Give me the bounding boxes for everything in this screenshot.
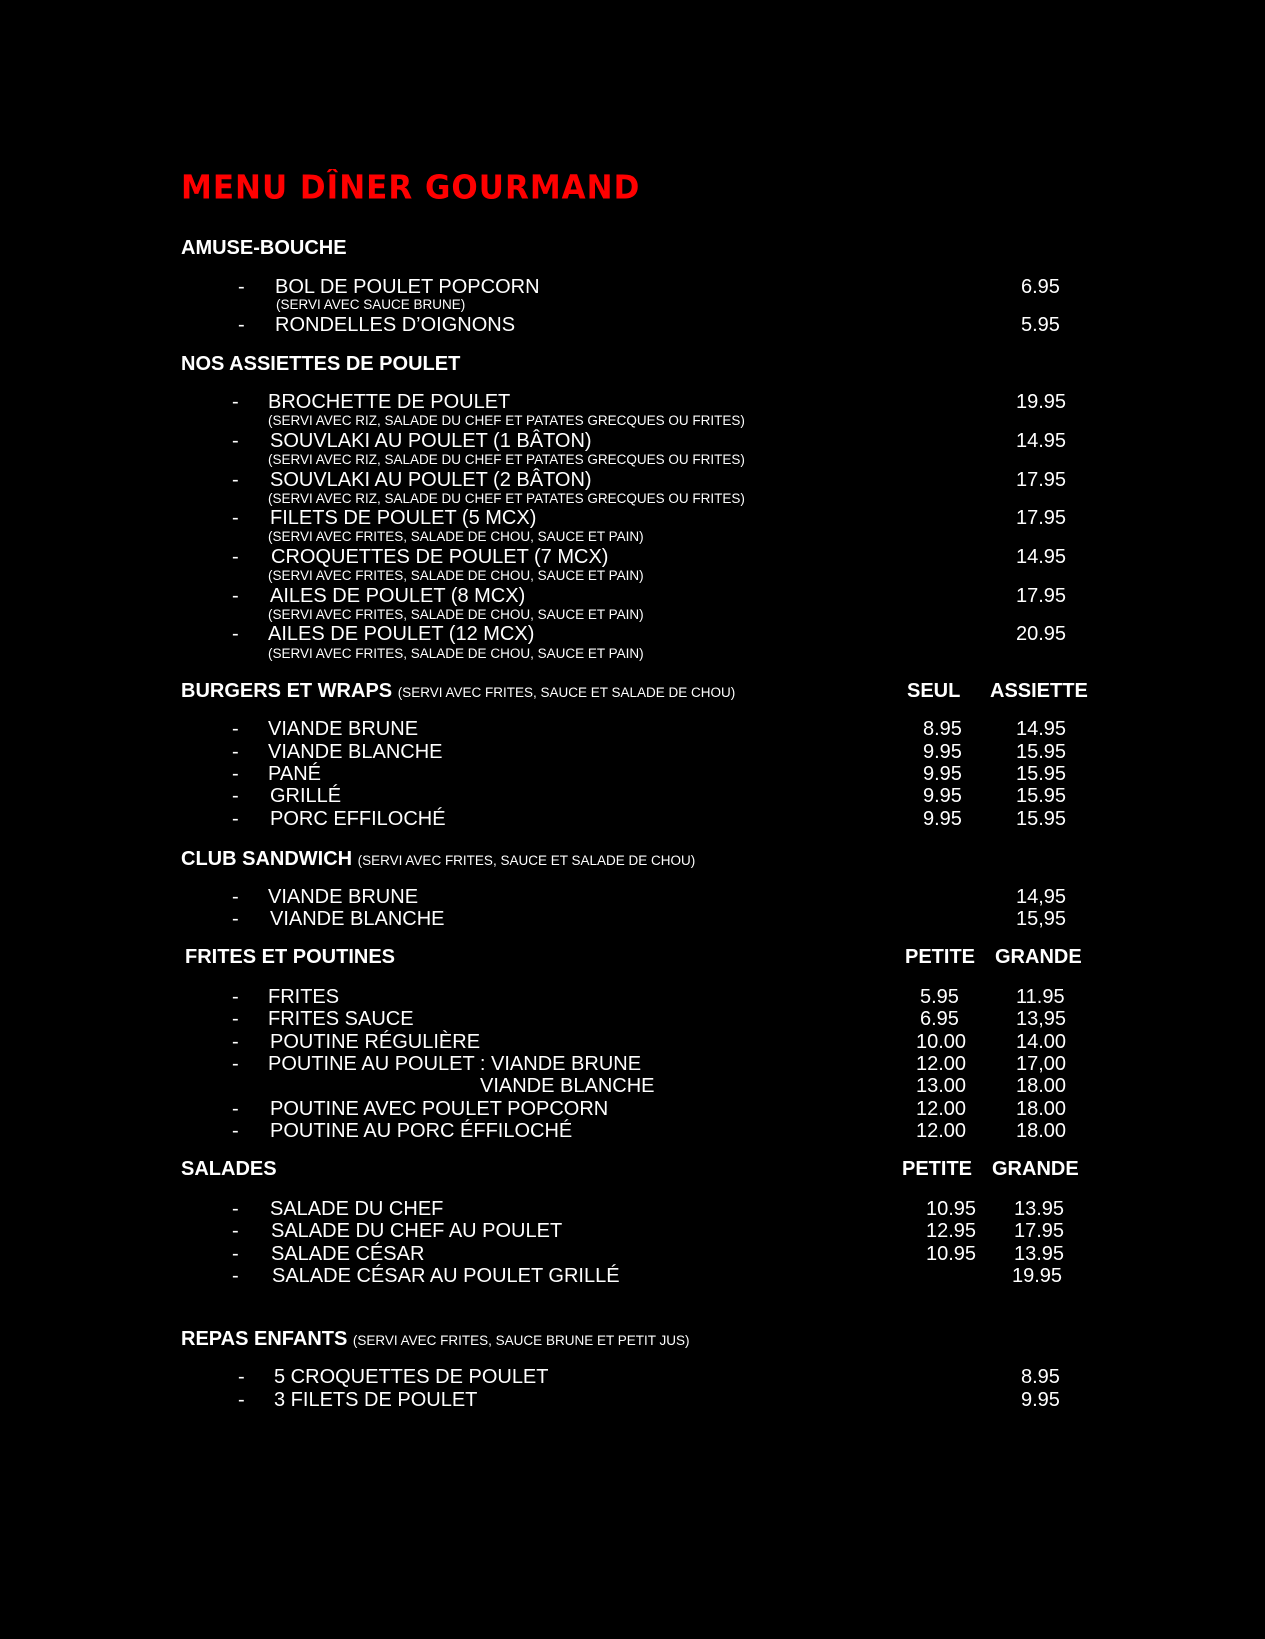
menu-item-price-assiette: 15.95 (1016, 763, 1067, 785)
menu-item-price-petite: 10.95 (926, 1243, 977, 1265)
menu-item-name: VIANDE BRUNE (268, 718, 419, 740)
bullet-dash: - (232, 908, 239, 930)
menu-item-price: 9.95 (1021, 1389, 1060, 1411)
bullet-dash: - (232, 1265, 239, 1287)
section-heading-frites: FRITES ET POUTINES (185, 946, 396, 968)
column-header-petite: PETITE (905, 946, 976, 968)
menu-item-name: SALADE DU CHEF (270, 1198, 444, 1220)
bullet-dash: - (232, 886, 239, 908)
menu-item-name: SALADE DU CHEF AU POULET (271, 1220, 563, 1242)
menu-item-name: VIANDE BRUNE (268, 886, 419, 908)
menu-title: MENU DÎNER GOURMAND (181, 169, 641, 207)
bullet-dash: - (232, 507, 239, 529)
menu-item-price: 6.95 (1021, 276, 1060, 298)
section-heading-note: (SERVI AVEC FRITES, SAUCE ET SALADE DE CHOU) (397, 685, 736, 700)
bullet-dash: - (232, 430, 239, 452)
menu-item-price-seul: 9.95 (923, 763, 962, 785)
menu-item-name: FRITES SAUCE (268, 1008, 414, 1030)
menu-item-name: BROCHETTE DE POULET (268, 391, 511, 413)
section-heading-club (181, 847, 695, 873)
menu-item-name: POUTINE AU POULET : VIANDE BRUNE (268, 1053, 642, 1075)
menu-item-note: (SERVI AVEC FRITES, SALADE DE CHOU, SAUCE ET PAIN) (268, 646, 644, 661)
menu-item-price-assiette: 15.95 (1016, 785, 1067, 807)
menu-item-price: 17.95 (1016, 507, 1067, 529)
bullet-dash: - (232, 741, 239, 763)
menu-item-name: AILES DE POULET (8 MCX) (270, 585, 526, 607)
menu-item-note: (SERVI AVEC SAUCE BRUNE) (276, 297, 466, 312)
menu-item-price-assiette: 14.95 (1016, 718, 1067, 740)
bullet-dash: - (238, 276, 245, 298)
menu-item-price-petite: 10.00 (916, 1031, 967, 1053)
menu-item-price-petite: 10.95 (926, 1198, 977, 1220)
menu-item-note: (SERVI AVEC FRITES, SALADE DE CHOU, SAUCE ET PAIN) (268, 568, 644, 583)
menu-item-name: GRILLÉ (270, 785, 342, 807)
menu-item-price-grande: 14.00 (1016, 1031, 1067, 1053)
menu-item-price: 14.95 (1016, 430, 1067, 452)
section-heading-amuse-bouche: AMUSE-BOUCHE (181, 237, 347, 259)
menu-item-price-seul: 9.95 (923, 808, 962, 830)
menu-item-price: 17.95 (1016, 585, 1067, 607)
menu-item-name: POUTINE AU PORC ÉFFILOCHÉ (270, 1120, 573, 1142)
menu-item-name: FILETS DE POULET (5 MCX) (270, 507, 537, 529)
bullet-dash: - (232, 1098, 239, 1120)
menu-item-name: RONDELLES D’OIGNONS (275, 314, 516, 336)
menu-item-price-assiette: 15.95 (1016, 808, 1067, 830)
menu-item-price: 17.95 (1016, 469, 1067, 491)
bullet-dash: - (232, 1008, 239, 1030)
menu-item-price-seul: 8.95 (923, 718, 962, 740)
menu-item-note: (SERVI AVEC RIZ, SALADE DU CHEF ET PATATES GRECQUES OU FRITES) (268, 491, 745, 506)
menu-item-name: FRITES (268, 986, 340, 1008)
bullet-dash: - (232, 718, 239, 740)
bullet-dash: - (232, 808, 239, 830)
menu-item-price-grande: 13.95 (1014, 1243, 1065, 1265)
menu-item-price-grande: 17,00 (1016, 1053, 1067, 1075)
menu-item-price-petite: 12.00 (916, 1053, 967, 1075)
menu-item-price-petite: 13.00 (916, 1075, 967, 1097)
menu-item-note: (SERVI AVEC FRITES, SALADE DE CHOU, SAUCE ET PAIN) (268, 607, 644, 622)
menu-item-price-petite: 12.00 (916, 1120, 967, 1142)
menu-item-name: SOUVLAKI AU POULET (1 BÂTON) (270, 430, 592, 452)
bullet-dash: - (232, 469, 239, 491)
menu-item-price-petite: 5.95 (920, 986, 959, 1008)
menu-item-price: 15,95 (1016, 908, 1067, 930)
bullet-dash: - (238, 314, 245, 336)
bullet-dash: - (232, 391, 239, 413)
menu-item-name: SALADE CÉSAR (271, 1243, 425, 1265)
section-heading-salades: SALADES (181, 1158, 277, 1180)
menu-item-name: PANÉ (268, 763, 321, 785)
bullet-dash: - (238, 1366, 245, 1388)
bullet-dash: - (232, 1243, 239, 1265)
menu-item-price-seul: 9.95 (923, 741, 962, 763)
section-heading-assiettes: NOS ASSIETTES DE POULET (181, 353, 461, 375)
menu-item-price-grande: 18.00 (1016, 1120, 1067, 1142)
menu-item-name: SALADE CÉSAR AU POULET GRILLÉ (272, 1265, 620, 1287)
column-header-grande: GRANDE (995, 946, 1082, 968)
menu-item-price: 14.95 (1016, 546, 1067, 568)
menu-item-name: PORC EFFILOCHÉ (270, 808, 446, 830)
menu-item-name: AILES DE POULET (12 MCX) (268, 623, 535, 645)
column-header-seul: SEUL (907, 680, 961, 702)
menu-item-name: 3 FILETS DE POULET (274, 1389, 478, 1411)
menu-item-price: 19.95 (1016, 391, 1067, 413)
menu-item-price-petite: 6.95 (920, 1008, 959, 1030)
menu-item-name: VIANDE BLANCHE (270, 908, 445, 930)
menu-item-price: 14,95 (1016, 886, 1067, 908)
menu-item-price-grande: 13.95 (1014, 1198, 1065, 1220)
menu-item-price-grande: 13,95 (1016, 1008, 1067, 1030)
bullet-dash: - (232, 785, 239, 807)
menu-item-note: (SERVI AVEC FRITES, SALADE DE CHOU, SAUCE ET PAIN) (268, 529, 644, 544)
section-heading-note: (SERVI AVEC FRITES, SAUCE ET SALADE DE CHOU) (357, 853, 696, 868)
section-heading-enfants (181, 1327, 689, 1353)
menu-item-price-grande: 11.95 (1016, 986, 1065, 1008)
menu-item-price: 5.95 (1021, 314, 1060, 336)
menu-item-price-seul: 9.95 (923, 785, 962, 807)
column-header-grande: GRANDE (992, 1158, 1079, 1180)
menu-item-price-grande: 18.00 (1016, 1075, 1067, 1097)
menu-item-name: BOL DE POULET POPCORN (275, 276, 540, 298)
menu-item-note: (SERVI AVEC RIZ, SALADE DU CHEF ET PATATES GRECQUES OU FRITES) (268, 452, 745, 467)
bullet-dash: - (232, 1220, 239, 1242)
bullet-dash: - (232, 623, 239, 645)
bullet-dash: - (232, 1053, 239, 1075)
menu-item-price-grande: 17.95 (1014, 1220, 1065, 1242)
menu-item-name: POUTINE RÉGULIÈRE (270, 1031, 481, 1053)
section-heading-note: (SERVI AVEC FRITES, SAUCE BRUNE ET PETIT JUS) (352, 1333, 690, 1348)
menu-item-price-petite: 12.00 (916, 1098, 967, 1120)
bullet-dash: - (232, 546, 239, 568)
menu-item-name: VIANDE BLANCHE (480, 1075, 655, 1097)
section-heading-text: BURGERS ET WRAPS (181, 680, 393, 702)
bullet-dash: - (232, 1120, 239, 1142)
menu-item-price: 8.95 (1021, 1366, 1060, 1388)
column-header-assiette: ASSIETTE (990, 680, 1088, 702)
bullet-dash: - (238, 1389, 245, 1411)
menu-item-price-grande: 19.95 (1012, 1265, 1063, 1287)
menu-item-note: (SERVI AVEC RIZ, SALADE DU CHEF ET PATATES GRECQUES OU FRITES) (268, 413, 745, 428)
bullet-dash: - (232, 1031, 239, 1053)
bullet-dash: - (232, 986, 239, 1008)
section-heading-text: CLUB SANDWICH (181, 848, 353, 870)
menu-item-price-assiette: 15.95 (1016, 741, 1067, 763)
menu-item-name: CROQUETTES DE POULET (7 MCX) (271, 546, 609, 568)
menu-item-name: POUTINE AVEC POULET POPCORN (270, 1098, 609, 1120)
menu-item-name: 5 CROQUETTES DE POULET (274, 1366, 549, 1388)
menu-item-name: VIANDE BLANCHE (268, 741, 443, 763)
menu-item-price-grande: 18.00 (1016, 1098, 1067, 1120)
column-header-petite: PETITE (902, 1158, 973, 1180)
menu-item-name: SOUVLAKI AU POULET (2 BÂTON) (270, 469, 592, 491)
bullet-dash: - (232, 763, 239, 785)
section-heading-burgers (181, 679, 735, 705)
section-heading-text: REPAS ENFANTS (181, 1328, 348, 1350)
menu-item-price: 20.95 (1016, 623, 1067, 645)
bullet-dash: - (232, 585, 239, 607)
bullet-dash: - (232, 1198, 239, 1220)
menu-item-price-petite: 12.95 (926, 1220, 977, 1242)
